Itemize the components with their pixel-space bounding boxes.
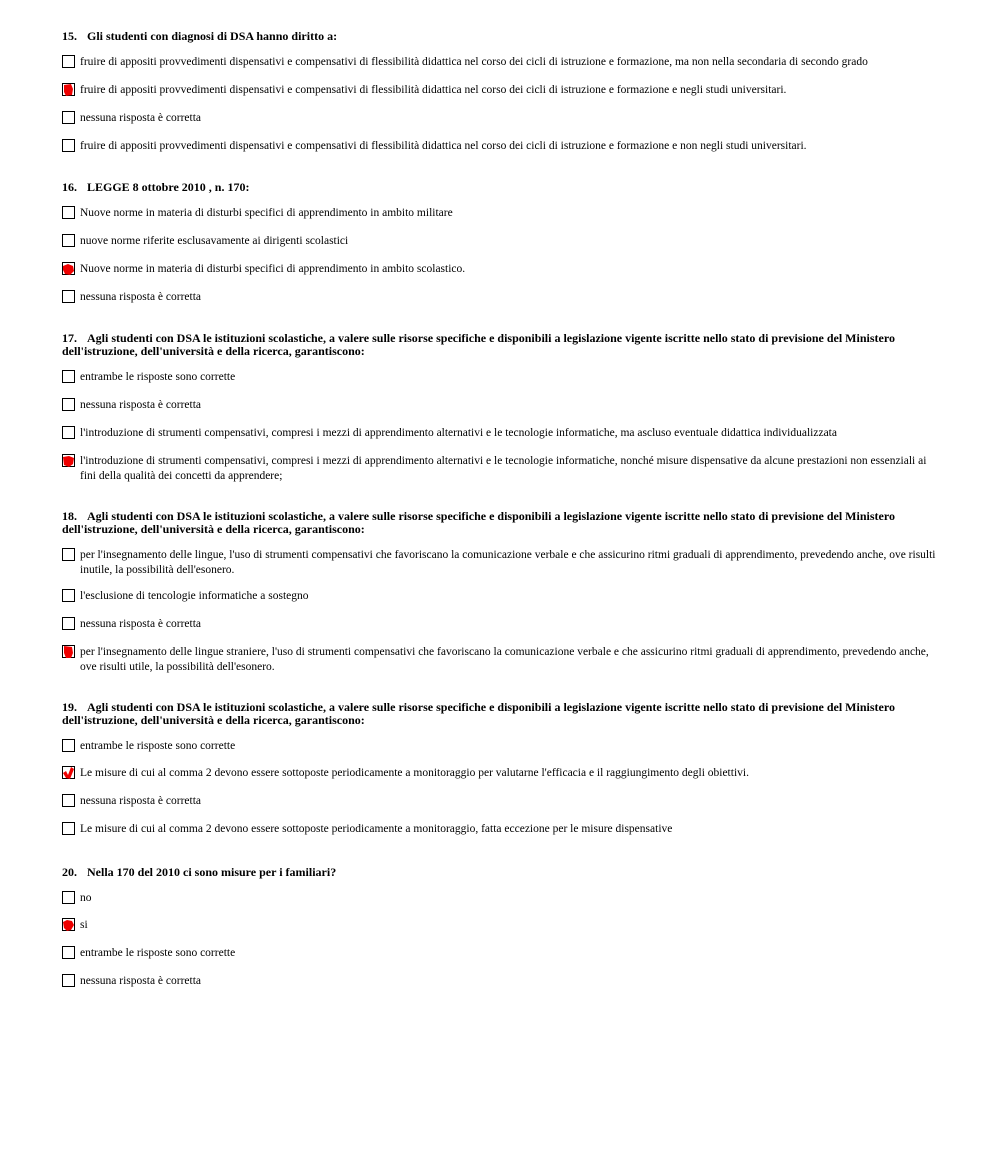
option-text: Nuove norme in materia di disturbi specifici di apprendimento in ambito scolastico. (80, 263, 466, 275)
question-number: 18. (62, 509, 77, 523)
question-15 (62, 30, 942, 154)
answer-option[interactable] (62, 426, 942, 441)
question-17 (62, 332, 942, 484)
answer-option[interactable] (62, 548, 942, 578)
question-text: Agli studenti con DSA le istituzioni scolastiche, a valere sulle risorse specifiche e disponibili a legislazione vigente iscritte nello stato di previsione del Ministero dell'istruzione, dell'università e della ricerca, garantiscono: (62, 509, 895, 536)
option-text: Nuove norme in materia di disturbi specifici di apprendimento in ambito militare (80, 207, 453, 219)
options-list (62, 548, 942, 675)
checkbox-icon[interactable] (62, 234, 75, 247)
checkbox-icon[interactable] (62, 794, 75, 807)
checkbox-icon[interactable] (62, 370, 75, 383)
question-title (62, 866, 942, 879)
red-check-mark-icon (62, 83, 75, 97)
answer-option[interactable] (62, 822, 942, 837)
options-list (62, 739, 942, 837)
red-check-mark-icon (62, 645, 75, 659)
checkbox-icon[interactable] (62, 262, 75, 275)
question-text: LEGGE 8 ottobre 2010 , n. 170: (87, 180, 250, 194)
question-19 (62, 701, 942, 837)
question-number: 15. (62, 29, 77, 43)
option-text: nessuna risposta è corretta (80, 291, 202, 303)
question-number: 16. (62, 180, 77, 194)
option-text: nuove norme riferite esclusavamente ai dirigenti scolastici (80, 235, 349, 247)
red-check-mark-icon (62, 454, 75, 468)
question-number: 20. (62, 865, 77, 879)
question-text: Gli studenti con diagnosi di DSA hanno diritto a: (87, 29, 338, 43)
checkbox-icon[interactable] (62, 426, 75, 439)
question-title (62, 332, 942, 358)
question-text: Agli studenti con DSA le istituzioni scolastiche, a valere sulle risorse specifiche e disponibili a legislazione vigente iscritte nello stato di previsione del Ministero dell'istruzione, dell'università e della ricerca, garantiscono: (62, 700, 895, 727)
option-text: Le misure di cui al comma 2 devono essere sottoposte periodicamente a monitoraggio per valutarne l'efficacia e il raggiungimento degli obiettivi. (80, 767, 749, 779)
question-20 (62, 866, 942, 989)
checkbox-icon[interactable] (62, 290, 75, 303)
question-title (62, 30, 942, 43)
checkbox-icon[interactable] (62, 139, 75, 152)
option-text: entrambe le risposte sono corrette (80, 371, 236, 383)
option-text: l'introduzione di strumenti compensativi, compresi i mezzi di apprendimento alternativi e le tecnologie informatiche, nonché misure dispensative da alcune prestazioni non essenziali ai fini della qualità dei concetti da apprendere; (80, 455, 927, 482)
checkbox-icon[interactable] (62, 206, 75, 219)
options-list (62, 370, 942, 484)
option-text: nessuna risposta è corretta (80, 618, 202, 630)
question-text: Nella 170 del 2010 ci sono misure per i familiari? (87, 865, 337, 879)
answer-option[interactable] (62, 83, 942, 98)
checkbox-icon[interactable] (62, 55, 75, 68)
answer-option[interactable] (62, 946, 942, 961)
checkbox-icon[interactable] (62, 891, 75, 904)
checkbox-icon[interactable] (62, 617, 75, 630)
red-check-mark-icon (62, 766, 75, 780)
answer-option[interactable] (62, 290, 942, 305)
option-text: l'esclusione di tencologie informatiche a sostegno (80, 590, 309, 602)
question-text: Agli studenti con DSA le istituzioni scolastiche, a valere sulle risorse specifiche e disponibili a legislazione vigente iscritte nello stato di previsione del Ministero dell'istruzione, dell'università e della ricerca, garantiscono: (62, 331, 895, 358)
option-text: Le misure di cui al comma 2 devono essere sottoposte periodicamente a monitoraggio, fatta eccezione per le misure dispensative (80, 823, 673, 835)
answer-option[interactable] (62, 454, 942, 484)
checkbox-icon[interactable] (62, 548, 75, 561)
question-number: 17. (62, 331, 77, 345)
checkbox-icon[interactable] (62, 111, 75, 124)
question-18 (62, 510, 942, 675)
checkbox-icon[interactable] (62, 918, 75, 931)
answer-option[interactable] (62, 55, 942, 70)
answer-option[interactable] (62, 617, 942, 632)
answer-option[interactable] (62, 589, 942, 604)
option-text: fruire di appositi provvedimenti dispensativi e compensativi di flessibilità didattica nel corso dei cicli di istruzione e formazione e negli studi universitari. (80, 84, 787, 96)
checkbox-icon[interactable] (62, 974, 75, 987)
question-title (62, 510, 942, 536)
answer-option[interactable] (62, 398, 942, 413)
answer-option[interactable] (62, 891, 942, 906)
checkbox-icon[interactable] (62, 739, 75, 752)
question-16 (62, 181, 942, 305)
answer-option[interactable] (62, 139, 942, 154)
answer-option[interactable] (62, 739, 942, 754)
checkbox-icon[interactable] (62, 822, 75, 835)
answer-option[interactable] (62, 918, 942, 933)
option-text: per l'insegnamento delle lingue straniere, l'uso di strumenti compensativi che favoriscano la comunicazione verbale e che assicurino ritmi graduali di apprendimento, prevedendo anche, ove risulti utile, la possibilità dell'esonero. (80, 646, 929, 673)
options-list (62, 55, 942, 154)
option-text: nessuna risposta è corretta (80, 975, 202, 987)
answer-option[interactable] (62, 766, 942, 781)
checkbox-icon[interactable] (62, 398, 75, 411)
answer-option[interactable] (62, 262, 942, 277)
checkbox-icon[interactable] (62, 83, 75, 96)
options-list (62, 206, 942, 305)
checkbox-icon[interactable] (62, 946, 75, 959)
question-title (62, 181, 942, 194)
option-text: entrambe le risposte sono corrette (80, 740, 236, 752)
answer-option[interactable] (62, 794, 942, 809)
option-text: per l'insegnamento delle lingue, l'uso di strumenti compensativi che favoriscano la comunicazione verbale e che assicurino ritmi graduali di apprendimento, prevedendo anche, ove risulti inutile, la possibilità dell'esonero. (80, 549, 936, 576)
checkbox-icon[interactable] (62, 589, 75, 602)
question-title (62, 701, 942, 727)
answer-option[interactable] (62, 234, 942, 249)
answer-option[interactable] (62, 645, 942, 675)
answer-option[interactable] (62, 974, 942, 989)
option-text: fruire di appositi provvedimenti dispensativi e compensativi di flessibilità didattica nel corso dei cicli di istruzione e formazione, ma non nella secondaria di secondo grado (80, 56, 868, 68)
checkbox-icon[interactable] (62, 766, 75, 779)
answer-option[interactable] (62, 206, 942, 221)
options-list (62, 891, 942, 989)
checkbox-icon[interactable] (62, 645, 75, 658)
option-text: nessuna risposta è corretta (80, 399, 202, 411)
red-check-mark-icon (62, 918, 75, 932)
answer-option[interactable] (62, 370, 942, 385)
red-check-mark-icon (62, 262, 75, 276)
question-number: 19. (62, 700, 77, 714)
answer-option[interactable] (62, 111, 942, 126)
checkbox-icon[interactable] (62, 454, 75, 467)
option-text: entrambe le risposte sono corrette (80, 947, 236, 959)
option-text: si (80, 919, 88, 931)
option-text: l'introduzione di strumenti compensativi, compresi i mezzi di apprendimento alternativi e le tecnologie informatiche, ma ascluso eventuale didattica individualizzata (80, 427, 837, 439)
option-text: no (80, 892, 92, 904)
option-text: nessuna risposta è corretta (80, 795, 202, 807)
option-text: nessuna risposta è corretta (80, 112, 202, 124)
option-text: fruire di appositi provvedimenti dispensativi e compensativi di flessibilità didattica nel corso dei cicli di istruzione e formazione e non negli studi universitari. (80, 140, 807, 152)
